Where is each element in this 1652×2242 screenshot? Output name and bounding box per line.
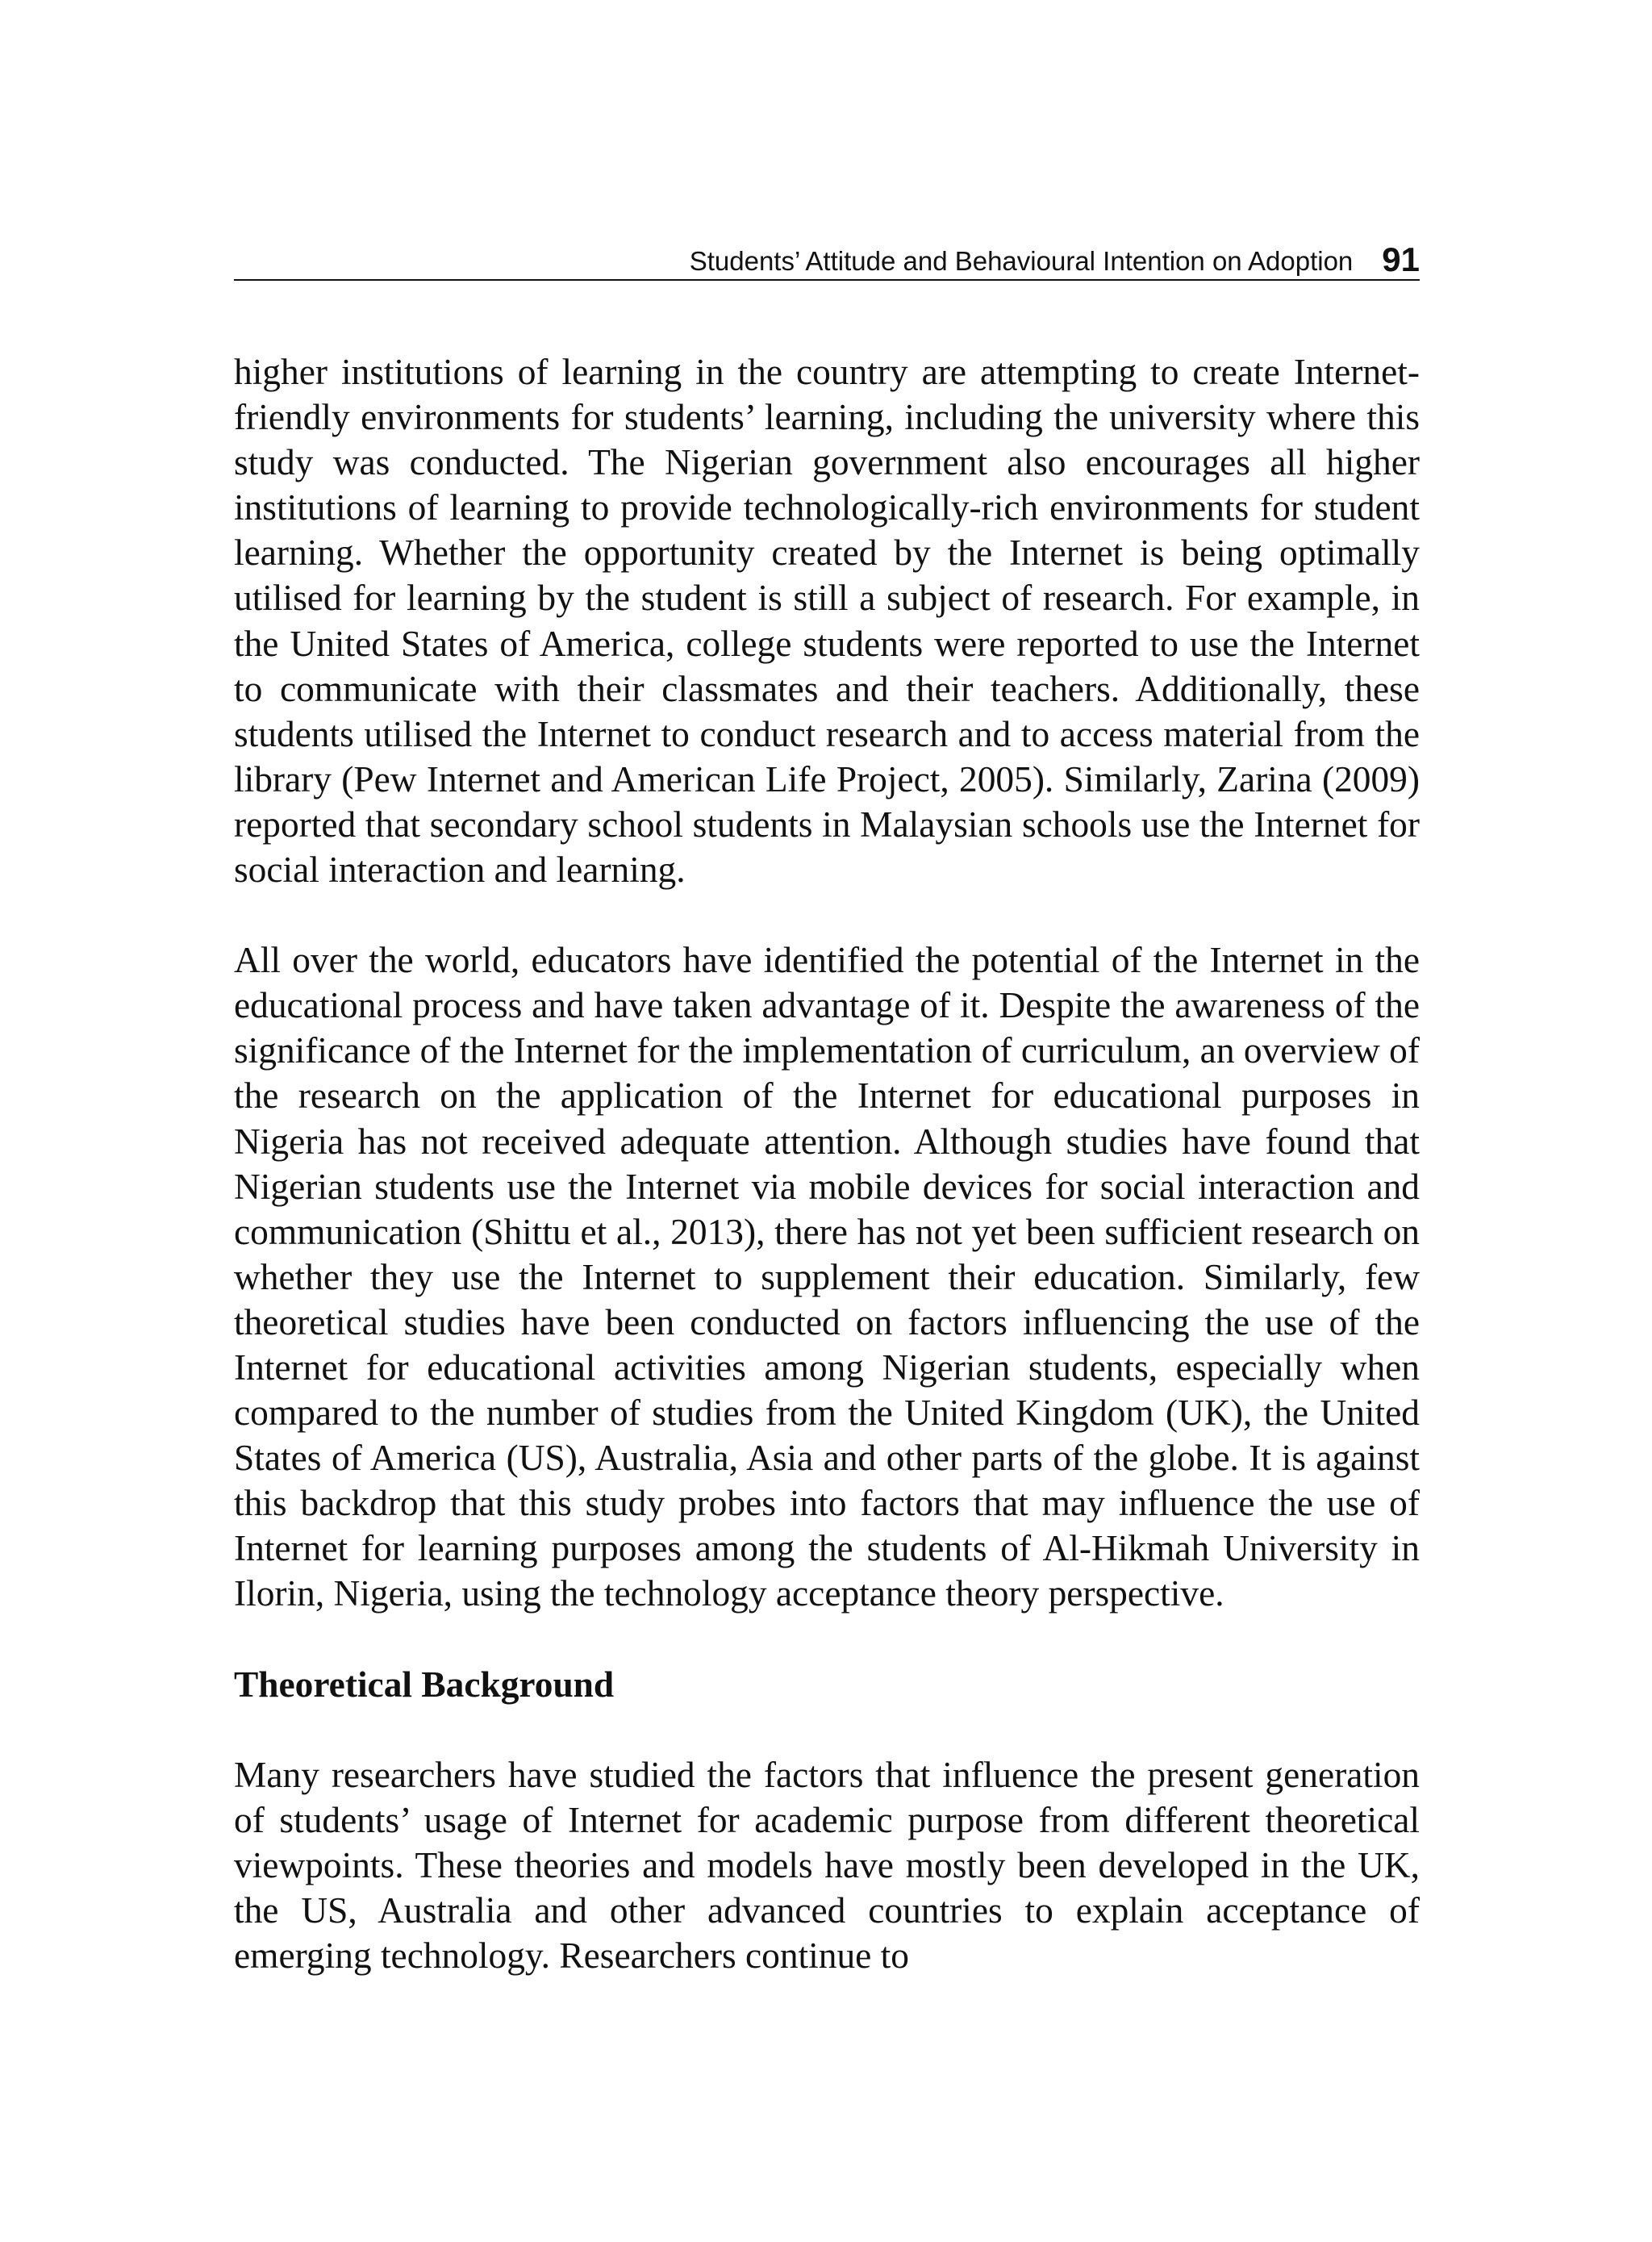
body-text xyxy=(234,349,1420,1978)
paragraph-2: All over the world, educators have identified the potential of the Internet in the educational process and have taken advantage of it. Despite the awareness of the significance of the Internet for the implementation of curriculum, an overview of the research on the application of the Internet for educational purposes in Nigeria has not received adequate attention. Although studies have found that Nigerian students use the Internet via mobile devices for social interaction and communication (Shittu et al., 2013), there has not yet been sufficient research on whether they use the Internet to supplement their education. Similarly, few theoretical studies have been conducted on factors influencing the use of the Internet for educational activities among Nigerian students, especially when compared to the number of studies from the United Kingdom (UK), the United States of America (US), Australia, Asia and other parts of the globe. It is against this backdrop that this study probes into factors that may influence the use of Internet for learning purposes among the students of Al-Hikmah University in Ilorin, Nigeria, using the technology acceptance theory perspective. xyxy=(234,940,1420,1614)
paragraph-1: higher institutions of learning in the country are attempting to create Internet-friendly environments for students’ learning, including the university where this study was conducted. The Nigerian government also encourages all higher institutions of learning to provide technologically-rich environments for student learning. Whether the opportunity created by the Internet is being optimally utilised for learning by the student is still a subject of research. For example, in the United States of America, college students were reported to use the Internet to communicate with their classmates and their teachers. Additionally, these students utilised the Internet to conduct research and to access material from the library (Pew Internet and American Life Project, 2005). Similarly, Zarina (2009) reported that secondary school students in Malaysian schools use the Internet for social interaction and learning. xyxy=(234,352,1420,891)
page-number: 91 xyxy=(1382,240,1420,278)
section-heading: Theoretical Background xyxy=(234,1664,615,1705)
running-title: Students’ Attitude and Behavioural Intention on Adoption xyxy=(689,246,1354,276)
paragraph-3: Many researchers have studied the factors that influence the present generation of students’ usage of Internet for academic purpose from different theoretical viewpoints. These theories and models have mostly been developed in the UK, the US, Australia and other advanced countries to explain acceptance of emerging technology. Researchers continue to xyxy=(234,1754,1420,1976)
running-header xyxy=(234,239,1420,281)
